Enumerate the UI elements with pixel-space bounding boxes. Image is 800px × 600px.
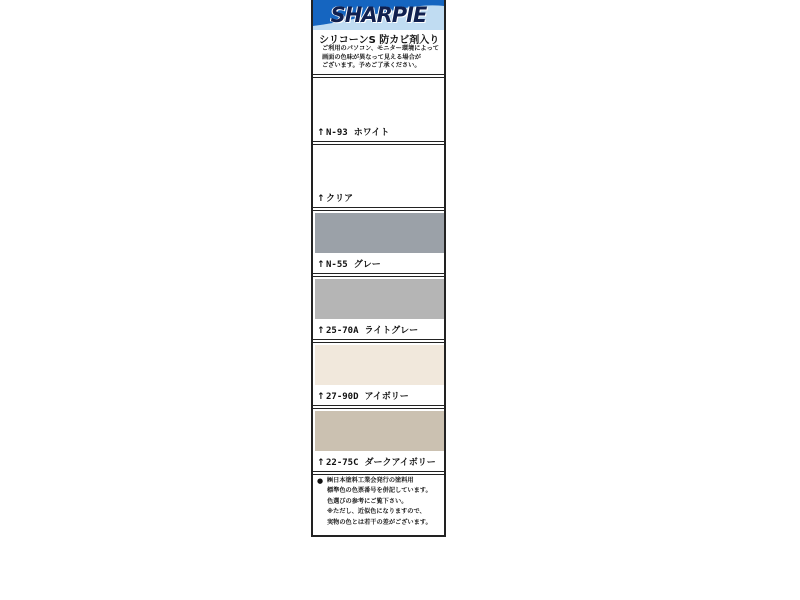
color-code: 27-90D [326,392,359,402]
chart-header [313,0,444,76]
swatch-label [317,455,443,468]
color-code: 22-75C [326,458,359,468]
brand-logo-text: SHARPIE [330,3,427,27]
color-name: ホワイト [353,128,390,138]
color-swatch [315,81,444,121]
color-chart-card [311,0,446,537]
divider [313,405,444,406]
color-swatch [315,147,444,187]
swatch-entry [313,276,444,342]
swatch-label [317,257,443,270]
color-name: クリア [326,194,354,204]
swatch-entry [313,342,444,408]
bullet-icon: ● [317,477,324,485]
arrow-up-icon: ↑ [317,128,325,138]
brand-logo [313,0,444,30]
color-swatch [315,345,444,385]
color-code: 25-70A [326,326,359,336]
swatch-entry [313,78,444,144]
divider [313,141,444,142]
arrow-up-icon: ↑ [317,194,325,204]
color-name: ライトグレー [364,326,419,336]
arrow-up-icon: ↑ [317,458,325,468]
color-code: N-93 [326,128,348,138]
color-name: グレー [353,260,381,270]
swatch-entry [313,408,444,474]
color-name: ダークアイボリー [364,458,436,468]
product-title: シリコーンS 防カビ剤入り [319,35,440,46]
divider [313,74,444,75]
arrow-up-icon: ↑ [317,326,325,336]
color-name: アイボリー [364,392,409,402]
color-disclaimer: ご利用のパソコン、モニター環境によって 画面の色味が異なって見える場合が ございます。予めご了承ください。 [322,45,439,70]
divider [313,471,444,472]
arrow-up-icon: ↑ [317,260,325,270]
swatch-entry [313,144,444,210]
swatch-label [317,125,443,138]
divider [313,207,444,208]
color-code: N-55 [326,260,348,270]
color-swatch [315,411,444,451]
swatch-label [317,389,443,402]
footer-text: ㈱日本塗料工業会発行の塗料用 標準色の色票番号を併記しています。 色選びの参考にご覧下さい。 ※ただし、近似色になりますので、 実物の色とは若干の差がございます。 [327,477,432,526]
swatch-label [317,191,443,204]
divider [313,339,444,340]
arrow-up-icon: ↑ [317,392,325,402]
swatch-label [317,323,443,336]
divider [313,474,444,475]
color-swatch [315,213,444,253]
swatch-entry [313,210,444,276]
divider [313,273,444,274]
color-swatch [315,279,444,319]
